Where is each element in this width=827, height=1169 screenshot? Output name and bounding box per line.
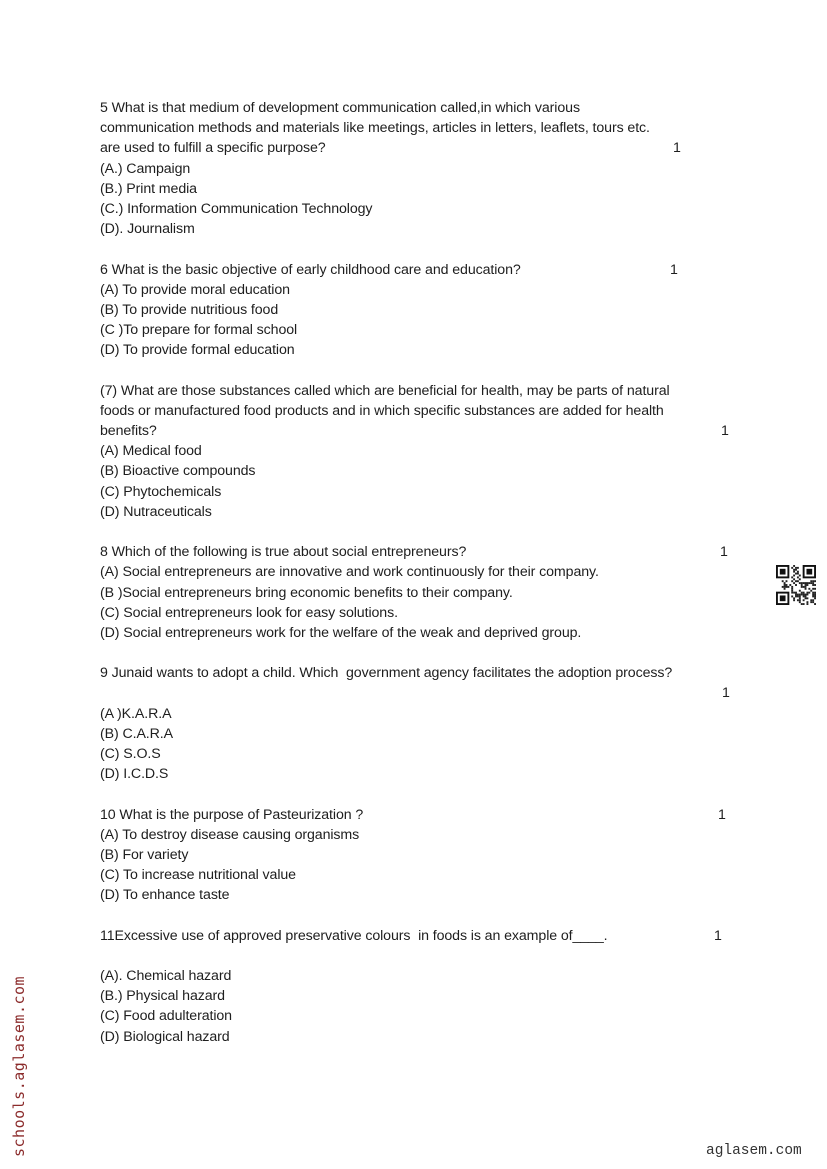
footer-watermark: aglasem.com — [706, 1143, 802, 1159]
option: (B )Social entrepreneurs bring economic benefits to their company. — [100, 584, 513, 601]
option: (C) Food adulteration — [100, 1008, 232, 1025]
question-9 — [100, 663, 740, 804]
question-text — [100, 805, 740, 825]
spacer — [100, 906, 740, 926]
option: (A) Medical food — [100, 443, 202, 460]
question-text — [100, 421, 740, 441]
spacer — [100, 522, 740, 542]
option: (D) Social entrepreneurs work for the welfare of the weak and deprived group. — [100, 624, 582, 641]
marks: 1 — [720, 544, 728, 561]
marks: 1 — [714, 927, 722, 944]
question-text — [100, 401, 740, 421]
question-text — [100, 98, 740, 118]
question-text — [100, 663, 740, 683]
qr-code-icon — [776, 565, 816, 605]
question-7 — [100, 381, 740, 543]
option: (A) To destroy disease causing organisms — [100, 826, 360, 843]
question-text-line: are used to fulfill a specific purpose? — [100, 140, 326, 157]
question-text — [100, 683, 740, 703]
option: (A) Social entrepreneurs are innovative and work continuously for their company. — [100, 564, 599, 581]
option: (B.) Print media — [100, 180, 197, 197]
question-text — [100, 381, 740, 401]
question-text-line: 5 What is that medium of development communication called,in which various — [100, 100, 580, 116]
marks: 1 — [670, 261, 678, 278]
question-text-line: communication methods and materials like meetings, articles in letters, leaflets, tours etc. — [100, 120, 650, 137]
option: (B) Bioactive compounds — [100, 463, 256, 480]
option: (C.) Information Communication Technology — [100, 200, 373, 217]
option: (D) To enhance taste — [100, 887, 230, 904]
question-5 — [100, 98, 740, 260]
question-text — [100, 260, 740, 280]
marks: 1 — [673, 140, 681, 157]
question-text-line: foods or manufactured food products and in which specific substances are added for health — [100, 402, 664, 419]
question-list — [100, 98, 740, 1067]
option: (A) To provide moral education — [100, 281, 290, 298]
side-watermark: schools.aglasem.com — [10, 975, 28, 1157]
option: (B.) Physical hazard — [100, 988, 225, 1005]
option: (B) C.A.R.A — [100, 725, 173, 742]
question-text-line: (7) What are those substances called which are beneficial for health, may be parts of natural — [100, 382, 670, 399]
spacer — [100, 784, 740, 804]
question-text — [100, 946, 740, 966]
option: (C )To prepare for formal school — [100, 322, 298, 339]
marks: 1 — [721, 423, 729, 439]
option: (B) For variety — [100, 846, 189, 863]
option: (D) Biological hazard — [100, 1028, 230, 1045]
spacer — [100, 643, 740, 663]
option: (C) Social entrepreneurs look for easy solutions. — [100, 604, 398, 621]
option: (C) S.O.S — [100, 746, 161, 762]
question-11 — [100, 926, 740, 1067]
question-text-line: 10 What is the purpose of Pasteurization ? — [100, 806, 364, 823]
question-text-line: 9 Junaid wants to adopt a child. Which government agency facilitates the adoption process? — [100, 665, 673, 682]
question-text — [100, 926, 740, 946]
question-text-line: 6 What is the basic objective of early childhood care and education? — [100, 261, 521, 278]
option: (A). Chemical hazard — [100, 968, 232, 985]
question-text-line: 11Excessive use of approved preservative colours in foods is an example of____. — [100, 927, 608, 944]
option: (D) I.C.D.S — [100, 766, 169, 783]
option: (D) Nutraceuticals — [100, 503, 212, 520]
question-text — [100, 138, 740, 158]
option: (D) To provide formal education — [100, 342, 295, 359]
option: (D). Journalism — [100, 221, 195, 238]
question-text-line: 8 Which of the following is true about social entrepreneurs? — [100, 544, 467, 561]
option: (A.) Campaign — [100, 160, 191, 177]
marks: 1 — [718, 806, 726, 823]
marks: 1 — [722, 685, 730, 702]
option: (C) Phytochemicals — [100, 483, 222, 500]
spacer — [100, 1047, 740, 1067]
question-10 — [100, 805, 740, 926]
spacer — [100, 360, 740, 380]
question-8 — [100, 542, 740, 663]
question-text-line: benefits? — [100, 423, 157, 439]
option: (A )K.A.R.A — [100, 705, 172, 722]
spacer — [100, 239, 740, 259]
option: (B) To provide nutritious food — [100, 301, 279, 318]
question-text — [100, 542, 740, 562]
option: (C) To increase nutritional value — [100, 867, 296, 884]
question-text — [100, 118, 740, 138]
question-6 — [100, 260, 740, 381]
